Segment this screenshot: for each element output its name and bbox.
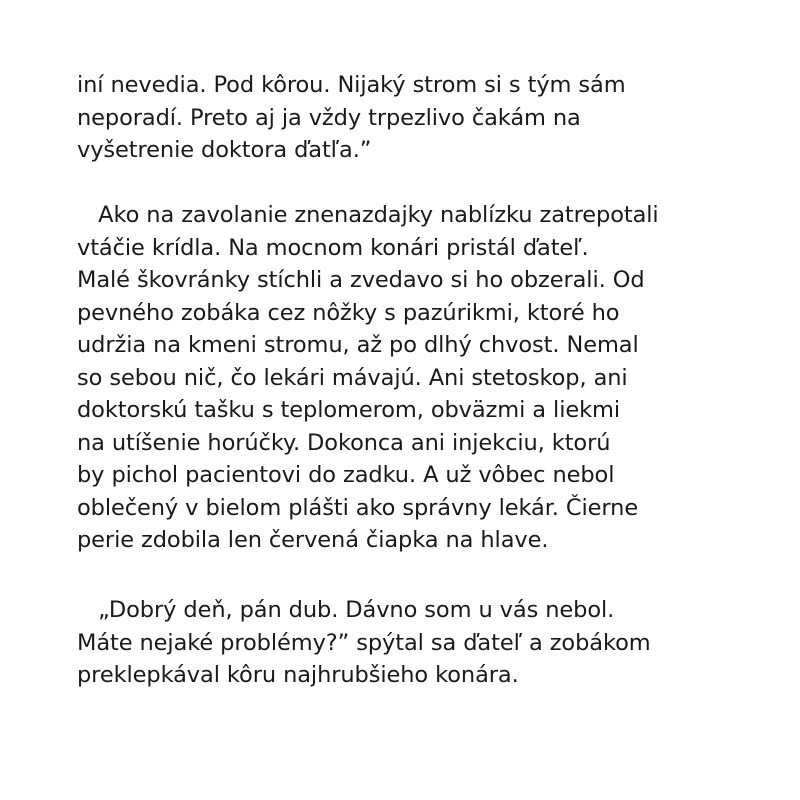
text-line: iní nevedia. Pod kôrou. Nijaký strom si s tým sám <box>77 72 626 98</box>
text-line: „Dobrý deň, pán dub. Dávno som u vás nebol. <box>77 597 615 623</box>
text-line: preklepkával kôru najhrubšieho konára. <box>77 662 519 688</box>
text-line: so sebou nič, čo lekári mávajú. Ani stetoskop, ani <box>77 364 628 391</box>
text-line: vyšetrenie doktora ďatľa.” <box>77 137 372 163</box>
paragraph-3 <box>77 594 777 692</box>
text-line: Malé škovránky stíchli a zvedavo si ho obzerali. Od <box>77 267 645 293</box>
text-line: by pichol pacientovi do zadku. A už vôbec nebol <box>77 462 615 488</box>
text-line: pevného zobáka cez nôžky s pazúrikmi, ktoré ho <box>77 299 620 326</box>
text-line: oblečený v bielom plášti ako správny lekár. Čierne <box>77 494 639 521</box>
text-line: doktorskú tašku s teplomerom, obväzmi a liekmi <box>77 397 620 423</box>
paragraph-1 <box>77 69 777 167</box>
text-line: perie zdobila len červená čiapka na hlave. <box>77 527 549 553</box>
text-line: Ako na zavolanie znenazdajky nablízku zatrepotali <box>77 202 659 228</box>
paragraph-2 <box>77 199 777 557</box>
text-line: na utíšenie horúčky. Dokonca ani injekciu, ktorú <box>77 429 611 456</box>
text-line: vtáčie krídla. Na mocnom konári pristál ďateľ. <box>77 234 589 261</box>
text-line: udržia na kmeni stromu, až po dlhý chvost. Nemal <box>77 332 639 358</box>
text-line: neporadí. Preto aj ja vždy trpezlivo čakám na <box>77 104 581 131</box>
text-line: Máte nejaké problémy?” spýtal sa ďateľ a zobákom <box>77 629 651 656</box>
